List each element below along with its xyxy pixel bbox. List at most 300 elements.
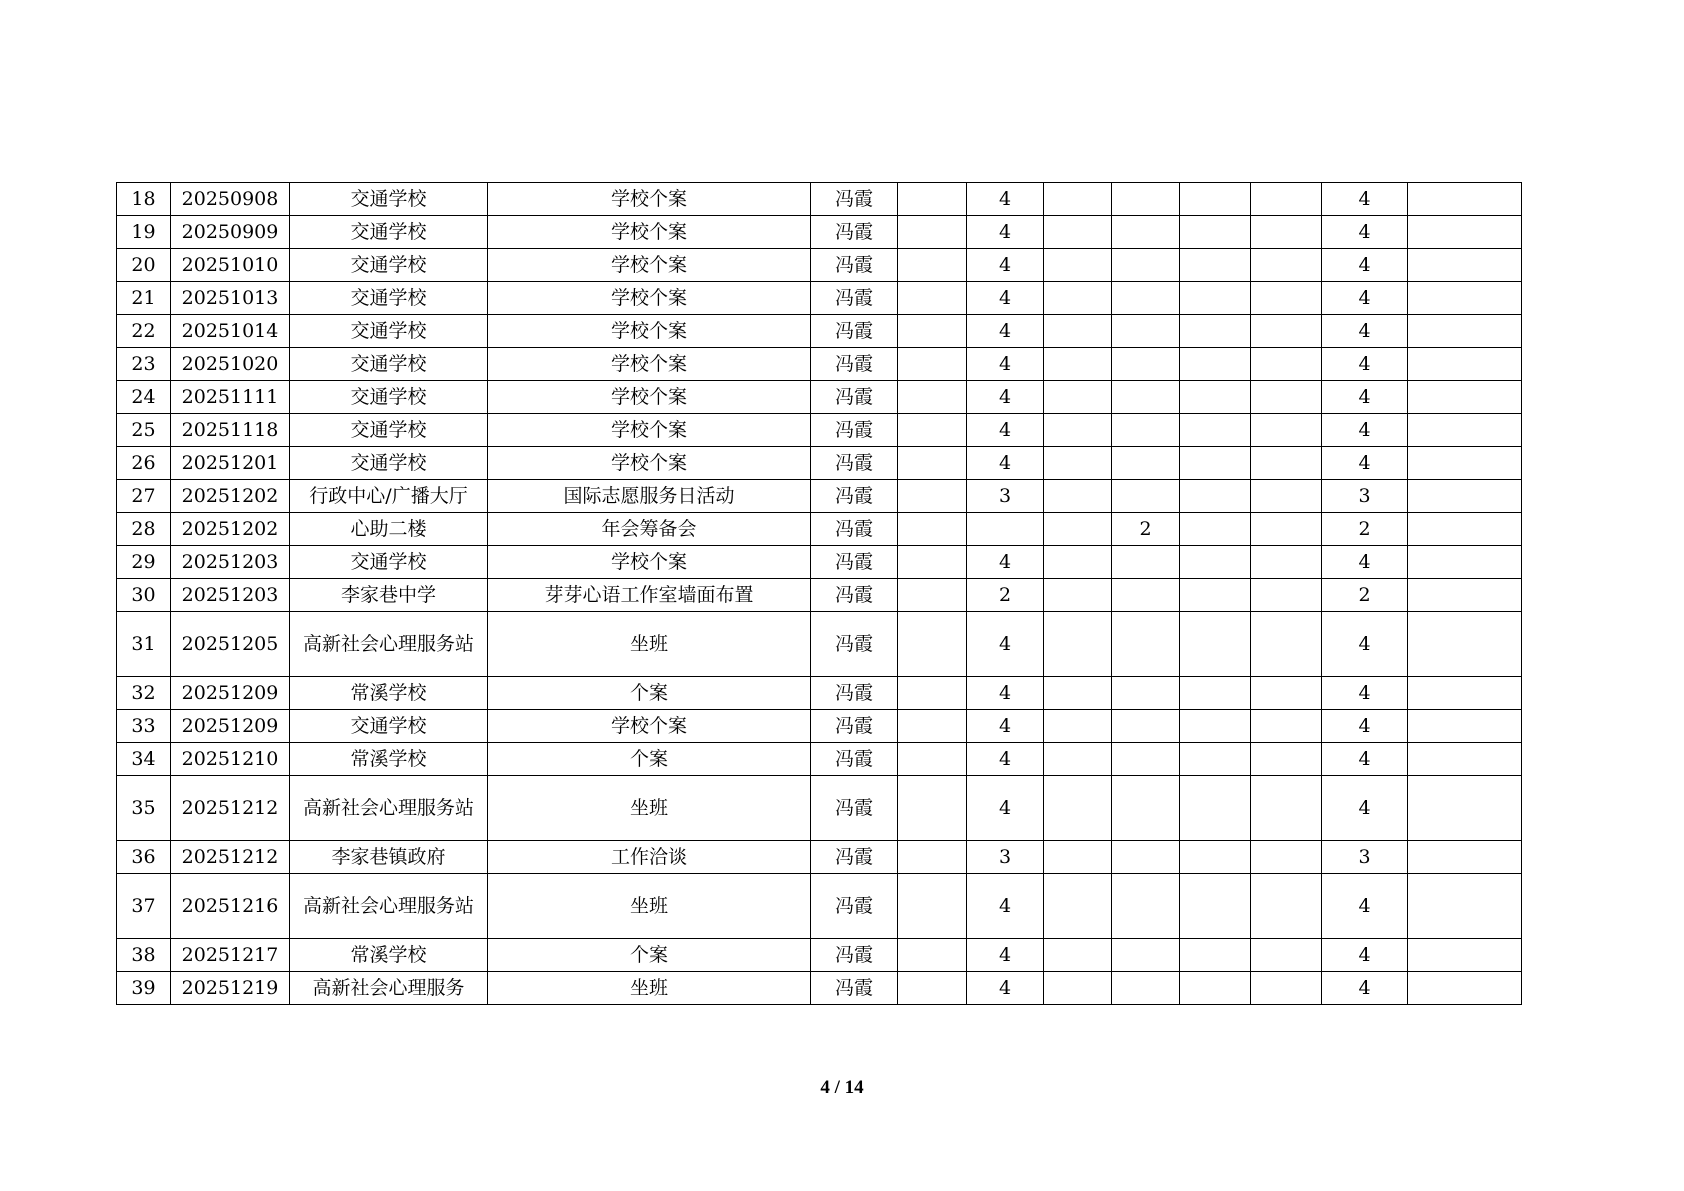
row-number-cell: 30	[117, 579, 171, 612]
activity-cell: 学校个案	[488, 249, 811, 282]
table-row	[117, 183, 1522, 216]
hours-col-5-cell	[1180, 381, 1251, 414]
records-table-body	[117, 183, 1522, 1005]
hours-col-6-cell	[1251, 874, 1322, 939]
hours-col-4-cell	[1112, 249, 1180, 282]
hours-col-5-cell	[1180, 841, 1251, 874]
person-cell: 冯霞	[811, 612, 898, 677]
hours-col-2-cell: 4	[967, 677, 1044, 710]
hours-col-2-cell: 3	[967, 841, 1044, 874]
hours-col-1-cell	[898, 480, 967, 513]
activity-cell: 学校个案	[488, 315, 811, 348]
hours-col-6-cell	[1251, 776, 1322, 841]
hours-col-4-cell	[1112, 282, 1180, 315]
hours-col-1-cell	[898, 612, 967, 677]
location-cell: 交通学校	[290, 348, 488, 381]
remark-cell	[1408, 480, 1522, 513]
person-cell: 冯霞	[811, 216, 898, 249]
hours-col-3-cell	[1044, 546, 1112, 579]
hours-col-2-cell: 4	[967, 776, 1044, 841]
person-cell: 冯霞	[811, 743, 898, 776]
person-cell: 冯霞	[811, 480, 898, 513]
date-cell: 20251202	[171, 513, 290, 546]
hours-col-2-cell: 4	[967, 183, 1044, 216]
row-number-cell: 34	[117, 743, 171, 776]
table-row	[117, 939, 1522, 972]
hours-col-1-cell	[898, 710, 967, 743]
hours-col-3-cell	[1044, 743, 1112, 776]
date-cell: 20251212	[171, 776, 290, 841]
hours-col-1-cell	[898, 183, 967, 216]
hours-col-6-cell	[1251, 972, 1322, 1005]
row-number-cell: 39	[117, 972, 171, 1005]
hours-col-1-cell	[898, 743, 967, 776]
remark-cell	[1408, 972, 1522, 1005]
remark-cell	[1408, 183, 1522, 216]
total-hours-cell: 3	[1322, 841, 1408, 874]
row-number-cell: 19	[117, 216, 171, 249]
total-hours-cell: 4	[1322, 249, 1408, 282]
hours-col-6-cell	[1251, 480, 1322, 513]
hours-col-2-cell: 4	[967, 282, 1044, 315]
table-row	[117, 282, 1522, 315]
activity-cell: 坐班	[488, 874, 811, 939]
total-hours-cell: 2	[1322, 579, 1408, 612]
hours-col-1-cell	[898, 972, 967, 1005]
hours-col-3-cell	[1044, 874, 1112, 939]
hours-col-3-cell	[1044, 183, 1112, 216]
date-cell: 20251201	[171, 447, 290, 480]
remark-cell	[1408, 348, 1522, 381]
date-cell: 20251209	[171, 710, 290, 743]
activity-cell: 学校个案	[488, 183, 811, 216]
location-cell: 常溪学校	[290, 939, 488, 972]
hours-col-1-cell	[898, 841, 967, 874]
hours-col-2-cell: 4	[967, 348, 1044, 381]
hours-col-1-cell	[898, 677, 967, 710]
location-cell: 李家巷镇政府	[290, 841, 488, 874]
person-cell: 冯霞	[811, 447, 898, 480]
hours-col-5-cell	[1180, 315, 1251, 348]
remark-cell	[1408, 776, 1522, 841]
person-cell: 冯霞	[811, 348, 898, 381]
table-row	[117, 677, 1522, 710]
hours-col-2-cell: 4	[967, 315, 1044, 348]
hours-col-6-cell	[1251, 315, 1322, 348]
hours-col-6-cell	[1251, 381, 1322, 414]
hours-col-4-cell	[1112, 710, 1180, 743]
total-hours-cell: 4	[1322, 677, 1408, 710]
hours-col-3-cell	[1044, 710, 1112, 743]
total-hours-cell: 3	[1322, 480, 1408, 513]
hours-col-2-cell: 4	[967, 249, 1044, 282]
hours-col-2-cell: 3	[967, 480, 1044, 513]
total-hours-cell: 4	[1322, 348, 1408, 381]
hours-col-5-cell	[1180, 513, 1251, 546]
activity-cell: 学校个案	[488, 381, 811, 414]
person-cell: 冯霞	[811, 841, 898, 874]
total-hours-cell: 4	[1322, 447, 1408, 480]
table-row	[117, 480, 1522, 513]
location-cell: 交通学校	[290, 546, 488, 579]
table-row	[117, 874, 1522, 939]
total-hours-cell: 4	[1322, 612, 1408, 677]
hours-col-6-cell	[1251, 743, 1322, 776]
remark-cell	[1408, 939, 1522, 972]
hours-col-4-cell	[1112, 447, 1180, 480]
remark-cell	[1408, 743, 1522, 776]
total-hours-cell: 4	[1322, 743, 1408, 776]
hours-col-6-cell	[1251, 447, 1322, 480]
remark-cell	[1408, 249, 1522, 282]
hours-col-2-cell	[967, 513, 1044, 546]
activity-cell: 学校个案	[488, 282, 811, 315]
location-cell: 交通学校	[290, 249, 488, 282]
hours-col-2-cell: 4	[967, 874, 1044, 939]
table-row	[117, 612, 1522, 677]
hours-col-1-cell	[898, 776, 967, 841]
row-number-cell: 18	[117, 183, 171, 216]
hours-col-4-cell	[1112, 972, 1180, 1005]
hours-col-4-cell	[1112, 841, 1180, 874]
hours-col-4-cell	[1112, 414, 1180, 447]
location-cell: 交通学校	[290, 414, 488, 447]
hours-col-3-cell	[1044, 677, 1112, 710]
hours-col-5-cell	[1180, 183, 1251, 216]
location-cell: 常溪学校	[290, 743, 488, 776]
remark-cell	[1408, 579, 1522, 612]
hours-col-3-cell	[1044, 282, 1112, 315]
hours-col-3-cell	[1044, 348, 1112, 381]
activity-cell: 年会筹备会	[488, 513, 811, 546]
hours-col-4-cell	[1112, 939, 1180, 972]
hours-col-2-cell: 4	[967, 972, 1044, 1005]
hours-col-3-cell	[1044, 414, 1112, 447]
hours-col-3-cell	[1044, 776, 1112, 841]
location-cell: 交通学校	[290, 710, 488, 743]
date-cell: 20251209	[171, 677, 290, 710]
row-number-cell: 35	[117, 776, 171, 841]
hours-col-3-cell	[1044, 381, 1112, 414]
hours-col-2-cell: 4	[967, 447, 1044, 480]
person-cell: 冯霞	[811, 579, 898, 612]
hours-col-6-cell	[1251, 183, 1322, 216]
total-hours-cell: 2	[1322, 513, 1408, 546]
remark-cell	[1408, 874, 1522, 939]
hours-col-5-cell	[1180, 249, 1251, 282]
hours-col-5-cell	[1180, 348, 1251, 381]
total-hours-cell: 4	[1322, 546, 1408, 579]
remark-cell	[1408, 381, 1522, 414]
remark-cell	[1408, 612, 1522, 677]
activity-cell: 芽芽心语工作室墙面布置	[488, 579, 811, 612]
hours-col-4-cell	[1112, 579, 1180, 612]
total-hours-cell: 4	[1322, 216, 1408, 249]
location-cell: 行政中心/广播大厅	[290, 480, 488, 513]
row-number-cell: 26	[117, 447, 171, 480]
hours-col-4-cell	[1112, 216, 1180, 249]
row-number-cell: 32	[117, 677, 171, 710]
person-cell: 冯霞	[811, 183, 898, 216]
person-cell: 冯霞	[811, 282, 898, 315]
remark-cell	[1408, 282, 1522, 315]
hours-col-5-cell	[1180, 710, 1251, 743]
page-number: 4 / 14	[820, 1077, 864, 1098]
hours-col-1-cell	[898, 414, 967, 447]
total-hours-cell: 4	[1322, 710, 1408, 743]
hours-col-3-cell	[1044, 447, 1112, 480]
hours-col-4-cell	[1112, 183, 1180, 216]
hours-col-3-cell	[1044, 579, 1112, 612]
hours-col-6-cell	[1251, 612, 1322, 677]
hours-col-1-cell	[898, 216, 967, 249]
location-cell: 交通学校	[290, 315, 488, 348]
records-table	[116, 182, 1522, 1005]
hours-col-3-cell	[1044, 939, 1112, 972]
hours-col-6-cell	[1251, 939, 1322, 972]
hours-col-2-cell: 4	[967, 216, 1044, 249]
date-cell: 20251014	[171, 315, 290, 348]
table-row	[117, 579, 1522, 612]
location-cell: 高新社会心理服务	[290, 972, 488, 1005]
activity-cell: 工作洽谈	[488, 841, 811, 874]
hours-col-1-cell	[898, 579, 967, 612]
person-cell: 冯霞	[811, 546, 898, 579]
hours-col-5-cell	[1180, 216, 1251, 249]
hours-col-5-cell	[1180, 447, 1251, 480]
total-hours-cell: 4	[1322, 972, 1408, 1005]
hours-col-2-cell: 4	[967, 546, 1044, 579]
row-number-cell: 36	[117, 841, 171, 874]
hours-col-4-cell	[1112, 315, 1180, 348]
person-cell: 冯霞	[811, 776, 898, 841]
hours-col-4-cell	[1112, 480, 1180, 513]
hours-col-1-cell	[898, 546, 967, 579]
table-row	[117, 841, 1522, 874]
date-cell: 20251212	[171, 841, 290, 874]
date-cell: 20251118	[171, 414, 290, 447]
hours-col-3-cell	[1044, 315, 1112, 348]
date-cell: 20251217	[171, 939, 290, 972]
hours-col-6-cell	[1251, 348, 1322, 381]
row-number-cell: 33	[117, 710, 171, 743]
hours-col-2-cell: 4	[967, 743, 1044, 776]
hours-col-4-cell	[1112, 743, 1180, 776]
row-number-cell: 25	[117, 414, 171, 447]
activity-cell: 个案	[488, 939, 811, 972]
date-cell: 20250908	[171, 183, 290, 216]
total-hours-cell: 4	[1322, 874, 1408, 939]
total-hours-cell: 4	[1322, 183, 1408, 216]
hours-col-5-cell	[1180, 776, 1251, 841]
row-number-cell: 27	[117, 480, 171, 513]
activity-cell: 个案	[488, 677, 811, 710]
table-row	[117, 216, 1522, 249]
row-number-cell: 21	[117, 282, 171, 315]
hours-col-1-cell	[898, 447, 967, 480]
person-cell: 冯霞	[811, 939, 898, 972]
hours-col-1-cell	[898, 315, 967, 348]
location-cell: 高新社会心理服务站	[290, 776, 488, 841]
hours-col-2-cell: 4	[967, 710, 1044, 743]
location-cell: 常溪学校	[290, 677, 488, 710]
table-row	[117, 546, 1522, 579]
activity-cell: 学校个案	[488, 348, 811, 381]
person-cell: 冯霞	[811, 381, 898, 414]
person-cell: 冯霞	[811, 874, 898, 939]
table-row	[117, 447, 1522, 480]
date-cell: 20251020	[171, 348, 290, 381]
hours-col-6-cell	[1251, 579, 1322, 612]
hours-col-6-cell	[1251, 677, 1322, 710]
hours-col-5-cell	[1180, 546, 1251, 579]
hours-col-3-cell	[1044, 841, 1112, 874]
hours-col-6-cell	[1251, 282, 1322, 315]
date-cell: 20251216	[171, 874, 290, 939]
location-cell: 交通学校	[290, 216, 488, 249]
activity-cell: 学校个案	[488, 546, 811, 579]
hours-col-4-cell	[1112, 612, 1180, 677]
hours-col-1-cell	[898, 348, 967, 381]
hours-col-3-cell	[1044, 480, 1112, 513]
hours-col-3-cell	[1044, 249, 1112, 282]
total-hours-cell: 4	[1322, 315, 1408, 348]
activity-cell: 学校个案	[488, 216, 811, 249]
row-number-cell: 37	[117, 874, 171, 939]
activity-cell: 坐班	[488, 776, 811, 841]
date-cell: 20251203	[171, 579, 290, 612]
hours-col-4-cell	[1112, 677, 1180, 710]
hours-col-2-cell: 4	[967, 939, 1044, 972]
remark-cell	[1408, 841, 1522, 874]
hours-col-5-cell	[1180, 874, 1251, 939]
hours-col-3-cell	[1044, 216, 1112, 249]
table-row	[117, 348, 1522, 381]
activity-cell: 学校个案	[488, 710, 811, 743]
date-cell: 20250909	[171, 216, 290, 249]
date-cell: 20251010	[171, 249, 290, 282]
hours-col-3-cell	[1044, 612, 1112, 677]
hours-col-4-cell	[1112, 874, 1180, 939]
hours-col-5-cell	[1180, 282, 1251, 315]
activity-cell: 学校个案	[488, 447, 811, 480]
location-cell: 交通学校	[290, 447, 488, 480]
location-cell: 高新社会心理服务站	[290, 612, 488, 677]
hours-col-6-cell	[1251, 249, 1322, 282]
total-hours-cell: 4	[1322, 414, 1408, 447]
hours-col-5-cell	[1180, 579, 1251, 612]
person-cell: 冯霞	[811, 513, 898, 546]
row-number-cell: 24	[117, 381, 171, 414]
activity-cell: 个案	[488, 743, 811, 776]
hours-col-2-cell: 2	[967, 579, 1044, 612]
table-row	[117, 710, 1522, 743]
hours-col-4-cell	[1112, 776, 1180, 841]
remark-cell	[1408, 216, 1522, 249]
hours-col-5-cell	[1180, 677, 1251, 710]
activity-cell: 坐班	[488, 612, 811, 677]
table-row	[117, 315, 1522, 348]
total-hours-cell: 4	[1322, 282, 1408, 315]
hours-col-1-cell	[898, 381, 967, 414]
date-cell: 20251210	[171, 743, 290, 776]
hours-col-3-cell	[1044, 513, 1112, 546]
total-hours-cell: 4	[1322, 381, 1408, 414]
activity-cell: 学校个案	[488, 414, 811, 447]
person-cell: 冯霞	[811, 249, 898, 282]
activity-cell: 坐班	[488, 972, 811, 1005]
hours-col-5-cell	[1180, 612, 1251, 677]
total-hours-cell: 4	[1322, 939, 1408, 972]
hours-col-2-cell: 4	[967, 381, 1044, 414]
hours-col-6-cell	[1251, 710, 1322, 743]
row-number-cell: 38	[117, 939, 171, 972]
hours-col-5-cell	[1180, 972, 1251, 1005]
hours-col-1-cell	[898, 874, 967, 939]
hours-col-6-cell	[1251, 841, 1322, 874]
table-row	[117, 776, 1522, 841]
table-row	[117, 249, 1522, 282]
hours-col-4-cell	[1112, 381, 1180, 414]
table-row	[117, 381, 1522, 414]
location-cell: 交通学校	[290, 381, 488, 414]
row-number-cell: 28	[117, 513, 171, 546]
hours-col-3-cell	[1044, 972, 1112, 1005]
date-cell: 20251013	[171, 282, 290, 315]
row-number-cell: 23	[117, 348, 171, 381]
row-number-cell: 20	[117, 249, 171, 282]
row-number-cell: 31	[117, 612, 171, 677]
hours-col-1-cell	[898, 939, 967, 972]
hours-col-5-cell	[1180, 480, 1251, 513]
person-cell: 冯霞	[811, 710, 898, 743]
row-number-cell: 29	[117, 546, 171, 579]
remark-cell	[1408, 546, 1522, 579]
hours-col-1-cell	[898, 282, 967, 315]
hours-col-5-cell	[1180, 414, 1251, 447]
person-cell: 冯霞	[811, 414, 898, 447]
remark-cell	[1408, 677, 1522, 710]
remark-cell	[1408, 710, 1522, 743]
person-cell: 冯霞	[811, 677, 898, 710]
remark-cell	[1408, 315, 1522, 348]
person-cell: 冯霞	[811, 972, 898, 1005]
hours-col-1-cell	[898, 249, 967, 282]
table-row	[117, 414, 1522, 447]
table-row	[117, 743, 1522, 776]
table-row	[117, 513, 1522, 546]
row-number-cell: 22	[117, 315, 171, 348]
table-row	[117, 972, 1522, 1005]
date-cell: 20251202	[171, 480, 290, 513]
hours-col-4-cell	[1112, 348, 1180, 381]
remark-cell	[1408, 414, 1522, 447]
person-cell: 冯霞	[811, 315, 898, 348]
location-cell: 交通学校	[290, 183, 488, 216]
hours-col-6-cell	[1251, 546, 1322, 579]
hours-col-6-cell	[1251, 414, 1322, 447]
hours-col-2-cell: 4	[967, 414, 1044, 447]
activity-cell: 国际志愿服务日活动	[488, 480, 811, 513]
date-cell: 20251205	[171, 612, 290, 677]
hours-col-6-cell	[1251, 513, 1322, 546]
hours-col-5-cell	[1180, 743, 1251, 776]
location-cell: 交通学校	[290, 282, 488, 315]
hours-col-6-cell	[1251, 216, 1322, 249]
date-cell: 20251203	[171, 546, 290, 579]
date-cell: 20251111	[171, 381, 290, 414]
remark-cell	[1408, 447, 1522, 480]
